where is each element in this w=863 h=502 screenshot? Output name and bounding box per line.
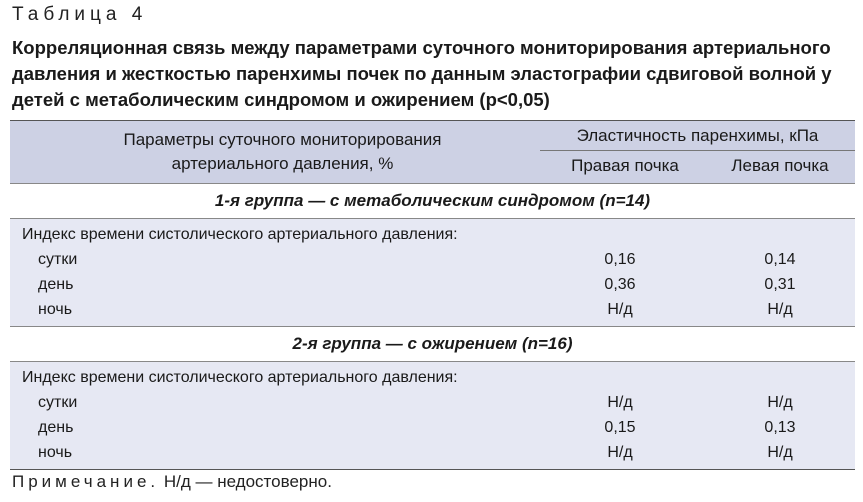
right-kidney-value: 0,15 xyxy=(604,419,636,436)
header-left-kidney: Левая почка xyxy=(731,156,829,175)
row-label: ночь xyxy=(38,444,73,461)
table-bottom-rule xyxy=(10,469,855,470)
table-row xyxy=(10,440,855,465)
data-table xyxy=(10,120,855,470)
group-1-title: 1-я группа — с метаболическим синдромом (n=14) xyxy=(10,183,855,219)
header-elasticity: Эластичность паренхимы, кПа xyxy=(576,126,819,145)
table-note xyxy=(12,472,332,492)
right-kidney-value: 0,16 xyxy=(604,251,636,268)
group-2-title: 2-я группа — с ожирением (n=16) xyxy=(10,326,855,362)
row-label: сутки xyxy=(38,394,78,411)
row-label: день xyxy=(38,276,74,293)
note-label: Примечание. xyxy=(12,472,160,491)
table-caption-label: Таблица 4 xyxy=(12,4,148,25)
table-row xyxy=(10,390,855,415)
table-row xyxy=(10,297,855,322)
left-kidney-value: 0,13 xyxy=(764,419,796,436)
group-1-body xyxy=(10,219,855,326)
header-parameters xyxy=(10,128,555,176)
row-label: ночь xyxy=(38,301,73,318)
table-row xyxy=(10,272,855,297)
group-2-index-label: Индекс времени систолического артериального давления: xyxy=(22,369,458,386)
table-row xyxy=(10,247,855,272)
header-parameters-line1: Параметры суточного мониторирования xyxy=(123,130,442,149)
left-kidney-value: 0,31 xyxy=(764,276,796,293)
left-kidney-value: Н/д xyxy=(767,394,793,411)
left-kidney-value: 0,14 xyxy=(764,251,796,268)
left-kidney-value: Н/д xyxy=(767,301,793,318)
right-kidney-value: Н/д xyxy=(607,301,633,318)
right-kidney-value: Н/д xyxy=(607,444,633,461)
note-text: Н/д — недостоверно. xyxy=(159,472,332,491)
header-right-kidney: Правая почка xyxy=(571,156,679,175)
header-parameters-line2: артериального давления, % xyxy=(171,154,394,173)
table-header xyxy=(10,120,855,183)
header-divider xyxy=(540,150,855,151)
right-kidney-value: Н/д xyxy=(607,394,633,411)
table-title: Корреляционная связь между параметрами суточного мониторирования артериального давления и жесткостью паренхимы почек по данным эластографии сдвиговой волной у детей с метаболическим синдромом и ожирением (p<0,05) xyxy=(12,37,832,110)
group-2-body xyxy=(10,362,855,469)
left-kidney-value: Н/д xyxy=(767,444,793,461)
right-kidney-value: 0,36 xyxy=(604,276,636,293)
group-1-index-label: Индекс времени систолического артериального давления: xyxy=(22,226,458,243)
row-label: день xyxy=(38,419,74,436)
table-row xyxy=(10,415,855,440)
row-label: сутки xyxy=(38,251,78,268)
